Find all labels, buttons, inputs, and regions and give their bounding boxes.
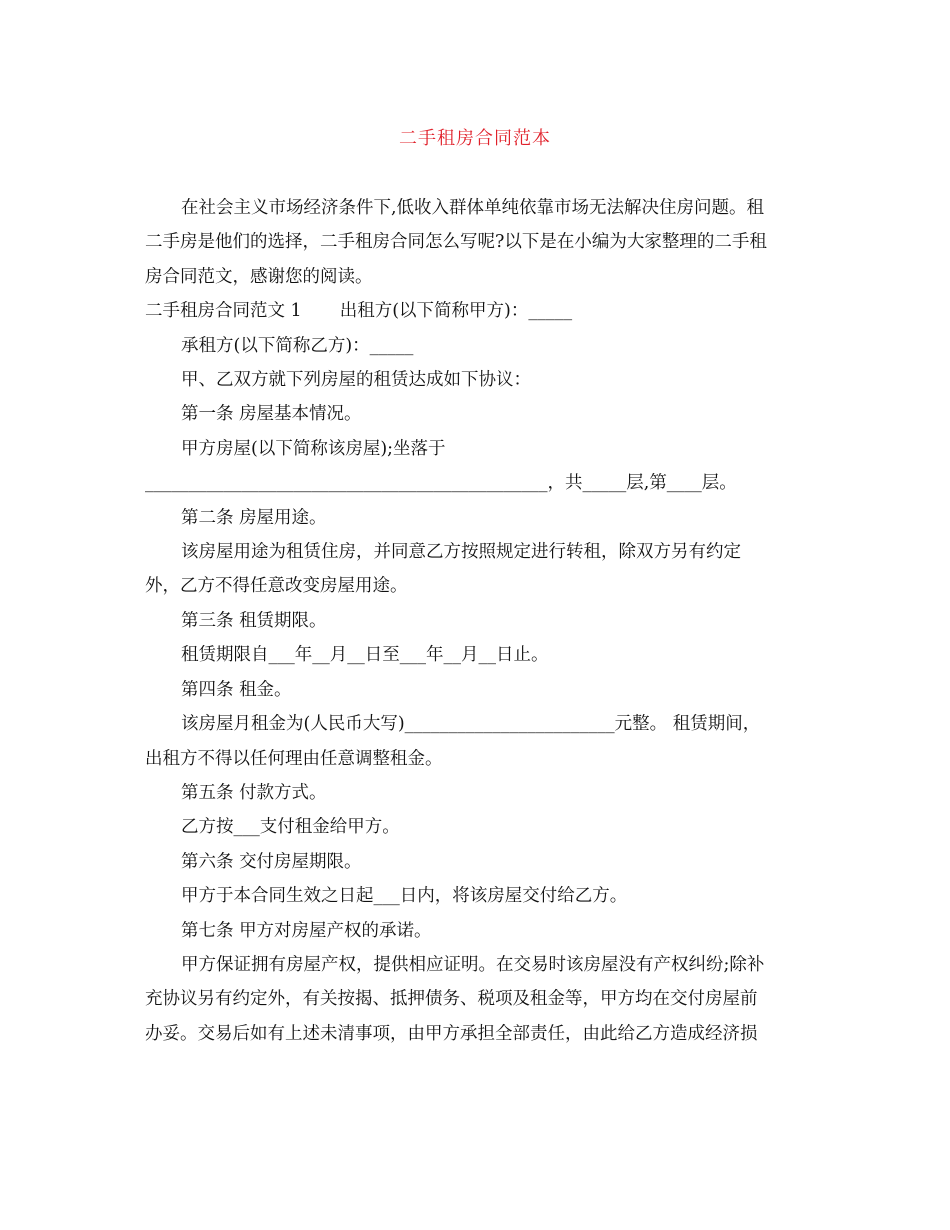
- paragraph-line: 租赁期限自___年__月__日至___年__月__日止。: [181, 645, 549, 666]
- paragraph-line: 充协议另有约定外，有关按揭、抵押债务、税项及租金等，甲方均在交付房屋前: [145, 989, 758, 1010]
- contract-number-label: 二手租房合同范文 1: [145, 301, 302, 322]
- paragraph-line: 甲方保证拥有房屋产权，提供相应证明。在交易时该房屋没有产权纠纷;除补: [181, 954, 765, 975]
- paragraph-line: 在社会主义市场经济条件下,低收入群体单纯依靠市场无法解决住房问题。租: [181, 198, 765, 218]
- article-heading: 第六条 交付房屋期限。: [181, 851, 362, 872]
- article-heading: 第四条 租金。: [181, 679, 292, 700]
- article-heading: 第二条 房屋用途。: [181, 507, 327, 528]
- document-body: [145, 191, 810, 1051]
- paragraph-line: ______________________________________________，共_____层,第____层。: [145, 473, 737, 494]
- paragraph-line: 出租方不得以任何理由任意调整租金。: [145, 748, 443, 769]
- document-title: 二手租房合同范本: [399, 128, 551, 149]
- paragraph-line: 甲方房屋(以下简称该房屋);坐落于: [181, 438, 446, 459]
- paragraph-line: 办妥。交易后如有上述未清事项，由甲方承担全部责任，由此给乙方造成经济损: [145, 1023, 758, 1044]
- article-heading: 第一条 房屋基本情况。: [181, 404, 362, 425]
- paragraph-line: 二手房是他们的选择，二手租房合同怎么写呢?以下是在小编为大家整理的二手租: [145, 232, 767, 253]
- article-heading: 第七条 甲方对房屋产权的承诺。: [181, 920, 432, 941]
- article-heading: 第三条 租赁期限。: [181, 610, 327, 631]
- paragraph-line: 该房屋月租金为(人民币大写)________________________元整。 租赁期间，: [181, 714, 761, 735]
- paragraph-line: 外，乙方不得任意改变房屋用途。: [145, 576, 408, 597]
- paragraph-line: 房合同范文，感谢您的阅读。: [145, 266, 373, 287]
- paragraph-line: 甲、乙双方就下列房屋的租赁达成如下协议：: [181, 370, 531, 391]
- paragraph-line: 该房屋用途为租赁住房，并同意乙方按照规定进行转租，除双方另有约定: [181, 542, 741, 563]
- article-heading: 第五条 付款方式。: [181, 782, 327, 803]
- contract-heading-line: [145, 294, 810, 328]
- lessee-line: 承租方(以下简称乙方)：_____: [181, 335, 414, 356]
- paragraph-line: 甲方于本合同生效之日起___日内，将该房屋交付给乙方。: [181, 886, 628, 907]
- paragraph-line: 乙方按___支付租金给甲方。: [181, 817, 400, 838]
- lessor-label: 出租方(以下简称甲方)：_____: [339, 301, 573, 322]
